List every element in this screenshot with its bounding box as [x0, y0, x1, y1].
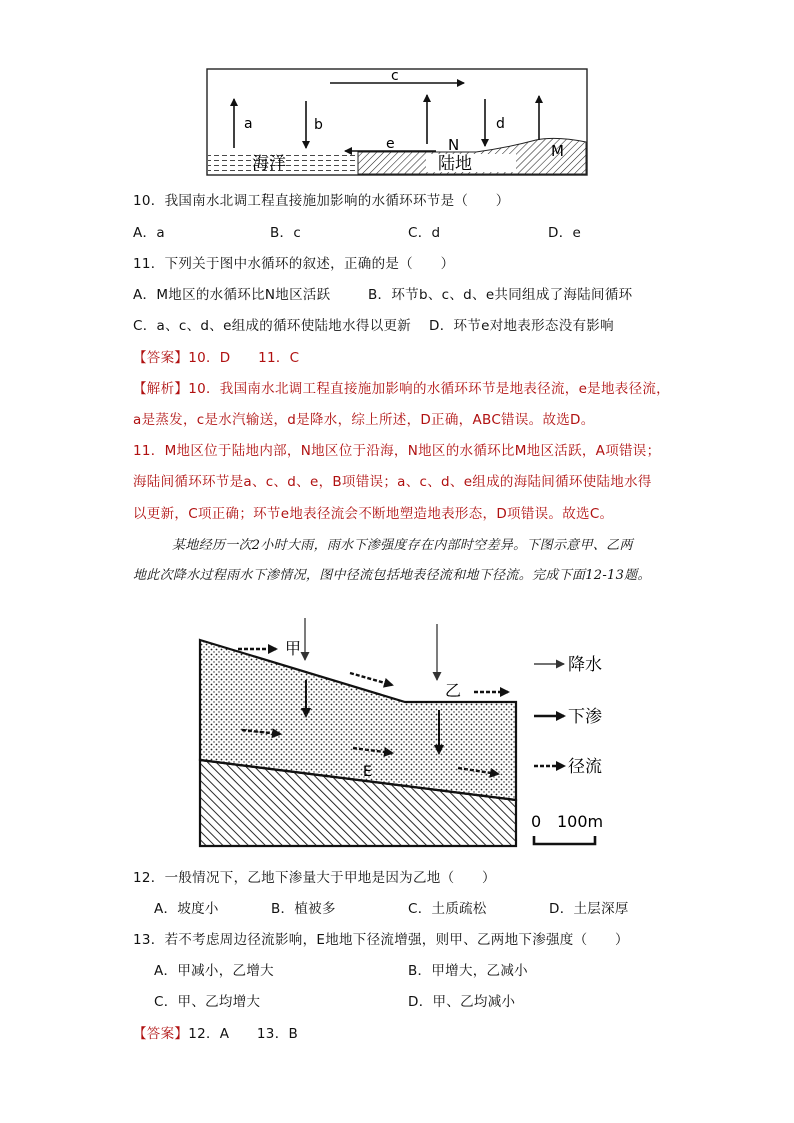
q13-stem: 13．若不考虑周边径流影响，E地地下径流增强，则甲、乙两地下渗强度（ ） [133, 932, 629, 948]
q10-option-b: B．c [270, 225, 302, 241]
analysis-tag: 【解析】 [133, 381, 189, 397]
runoff-arrow-2 [350, 673, 392, 685]
analysis-line-3: 11．M地区位于陆地内部，N地区位于沿海，N地区的水循环比M地区活跃，A项错误； [133, 443, 661, 459]
intro-line-2: 地此次降水过程雨水下渗情况，图中径流包括地表径流和地下径流。完成下面12-13题。 [133, 568, 651, 583]
infiltration-figure [190, 618, 610, 850]
q11-option-a: A．M地区的水循环比N地区活跃 [133, 287, 331, 303]
q10-stem: 10．我国南水北调工程直接施加影响的水循环环节是（ ） [133, 193, 510, 209]
answer2-tag: 【答案】 [133, 1026, 189, 1042]
label-ocean: 海洋 [252, 154, 286, 174]
answer-tag: 【答案】 [133, 350, 189, 366]
label-b: b [314, 117, 323, 133]
analysis-line-2: a是蒸发，c是水汽输送，d是降水，综上所述，D正确，ABC错误。故选D。 [133, 412, 595, 428]
q11-option-d: D．环节e对地表形态没有影响 [429, 318, 614, 334]
analysis-line-4: 海陆间循环环节是a、c、d、e，B项错误；a、c、d、e组成的海陆间循环使陆地水得 [133, 474, 652, 490]
water-cycle-figure [206, 68, 588, 176]
answer-2 [133, 1025, 298, 1043]
answer-text: 10．D 11．C [188, 350, 300, 366]
q12-option-b: B．植被多 [271, 901, 336, 917]
analysis-text-1: 10．我国南水北调工程直接施加影响的水循环环节是地表径流，e是地表径流， [188, 381, 670, 397]
q10-option-c: C．d [408, 225, 441, 241]
label-c: c [391, 68, 399, 84]
analysis-line-5: 以更新，C项正确；环节e地表径流会不断地塑造地表形态，D项错误。故选C。 [133, 506, 614, 522]
legend-rain: 降水 [568, 655, 602, 675]
q11-stem: 11．下列关于图中水循环的叙述，正确的是（ ） [133, 256, 455, 272]
q11-option-c: C．a、c、d、e组成的循环使陆地水得以更新 [133, 318, 412, 334]
label-jia: 甲 [285, 639, 302, 658]
answer-1 [133, 349, 299, 367]
q13-option-c: C．甲、乙均增大 [154, 994, 261, 1010]
scale-distance: 100m [557, 812, 604, 831]
answer2-text: 12．A 13．B [188, 1026, 299, 1042]
q12-option-c: C．土质疏松 [408, 901, 487, 917]
q11-option-b: B．环节b、c、d、e共同组成了海陆间循环 [368, 287, 633, 303]
scale-bar [534, 836, 595, 844]
q12-stem: 12．一般情况下，乙地下渗量大于甲地是因为乙地（ ） [133, 870, 496, 886]
label-N: N [448, 136, 460, 154]
q13-option-b: B．甲增大，乙减小 [408, 963, 528, 979]
label-d: d [496, 116, 505, 132]
intro-line-1: 某地经历一次2小时大雨，雨水下渗强度存在内部时空差异。下图示意甲、乙两 [172, 538, 633, 553]
q12-option-a: A．坡度小 [154, 901, 219, 917]
q13-option-d: D．甲、乙均减小 [408, 994, 516, 1010]
q10-option-d: D．e [548, 225, 582, 241]
label-yi: 乙 [445, 681, 462, 700]
scale-zero: 0 [531, 812, 542, 831]
q10-option-a: A．a [133, 225, 165, 241]
label-land: 陆地 [438, 154, 472, 174]
label-e: e [386, 136, 395, 152]
label-M: M [551, 142, 564, 160]
q13-option-a: A．甲减小，乙增大 [154, 963, 274, 979]
legend-infiltration: 下渗 [568, 707, 602, 727]
legend-runoff: 径流 [568, 757, 602, 777]
analysis-line-1 [133, 380, 670, 398]
q12-option-d: D．土层深厚 [549, 901, 629, 917]
label-a: a [244, 116, 253, 132]
label-E: E [363, 764, 372, 780]
